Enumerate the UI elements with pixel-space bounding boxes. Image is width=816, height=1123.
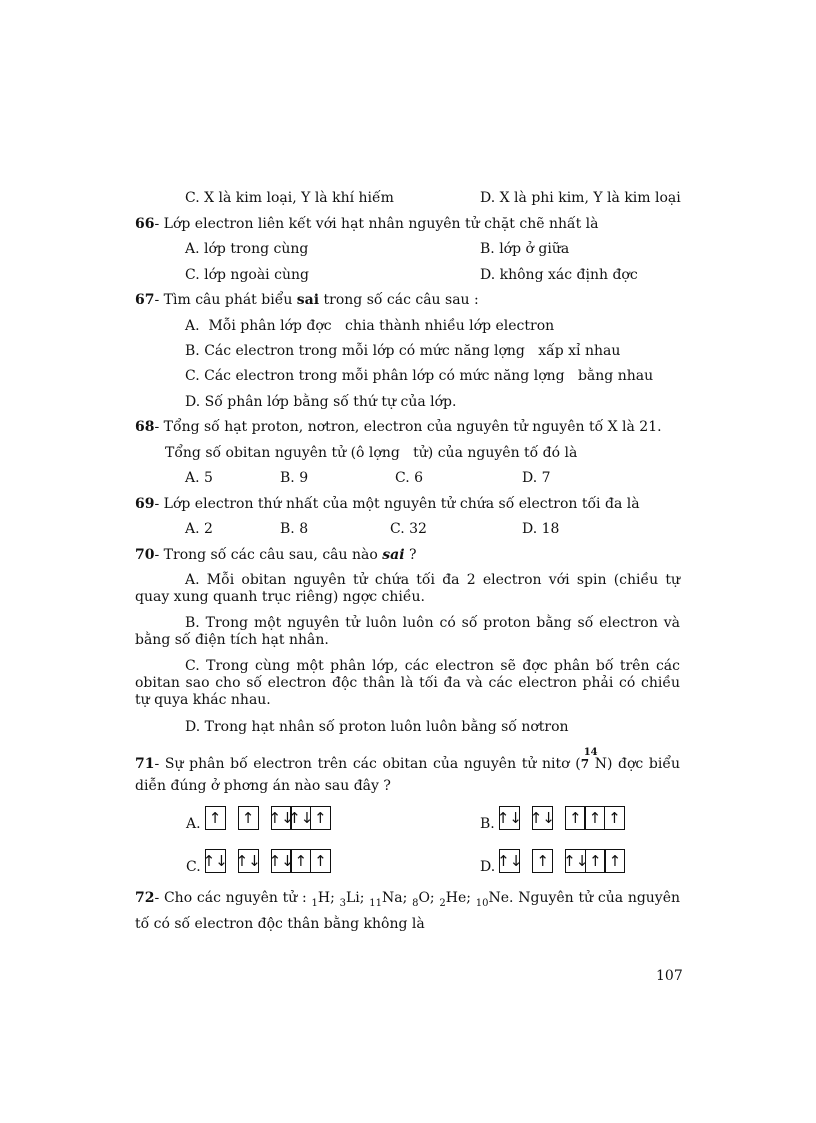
element-symbol: Na	[381, 890, 403, 906]
q68-option-c: C. 6	[395, 470, 424, 486]
q70-text-after: ?	[404, 547, 417, 563]
q72-text-end: . Nguyên tử của nguyên tố có số electron độc thân bằng không là	[135, 890, 681, 932]
orbital-group	[497, 849, 523, 873]
q65-option-c: C. X là kim loại, Y là khí hiếm	[185, 190, 394, 206]
orbital-group	[529, 806, 555, 830]
q67-text-after: trong số các câu sau :	[319, 292, 479, 308]
q66-option-c: C. lớp ngoài cùng	[185, 267, 309, 283]
q70-option-d-text: D. Trong hạt nhân số proton luôn luôn bằng số nơtron	[185, 719, 569, 735]
q70-option-c-text: C. Trong cùng một phân lớp, các electron sẽ đợc phân bố trên các obitan sao cho số electron độc thân là tối đa và các electron phải có chiều tự quya khác nhau.	[135, 658, 680, 708]
orbital-group	[235, 849, 261, 873]
atomic-number: 10	[475, 897, 489, 909]
q71-element-symbol: N	[594, 756, 607, 772]
q67-option-c: C. Các electron trong mỗi phân lớp có mức năng lợng bằng nhau	[185, 368, 654, 384]
q71-option-c	[186, 849, 343, 873]
q69-question	[135, 496, 640, 512]
q66-number: 66	[135, 216, 155, 232]
q71-atomic-number: 7	[580, 757, 590, 771]
q67-emphasis: sai	[296, 292, 320, 308]
q66-option-d: D. không xác định đợc	[480, 267, 638, 283]
q70-option-b-text: B. Trong một nguyên tử luôn luôn có số proton bằng số electron và bằng số điện tích hạt nhân.	[135, 615, 680, 648]
q69-option-b: B. 8	[280, 521, 309, 537]
q66-text: - Lớp electron liên kết với hạt nhân nguyên tử chặt chẽ nhất là	[154, 216, 599, 232]
orbital-group	[565, 849, 625, 873]
q69-number: 69	[135, 496, 155, 512]
q70-question	[135, 547, 416, 563]
atomic-number: 1	[311, 897, 318, 909]
q68-option-d: D. 7	[522, 470, 551, 486]
q70-text-before: - Trong số các câu sau, câu nào	[154, 547, 383, 563]
orbital-box: ↑↓	[532, 806, 553, 830]
q71-number: 71	[135, 756, 155, 772]
atomic-number: 8	[412, 897, 419, 909]
q67-text-before: - Tìm câu phát biểu	[154, 292, 297, 308]
orbital-group	[205, 806, 226, 830]
q70-emphasis: sai	[382, 547, 405, 563]
q69-option-a: A. 2	[185, 521, 213, 537]
q71-option-d-label: D.	[480, 859, 496, 875]
q67-option-b: B. Các electron trong mỗi lớp có mức năng lợng xấp xỉ nhau	[185, 343, 621, 359]
q70-option-a	[135, 572, 680, 606]
q72-atom	[475, 890, 510, 909]
q71-text-before: - Sự phân bố electron trên các obitan của nguyên tử nitơ (	[154, 756, 581, 772]
orbital-box: ↑↓	[499, 849, 520, 873]
orbital-box: ↑	[310, 806, 331, 830]
orbital-box: ↑	[310, 849, 331, 873]
q70-option-a-text: A. Mỗi obitan nguyên tử chứa tối đa 2 electron với spin (chiều tự quay xung quanh trục riêng) ngợc chiều.	[135, 572, 680, 605]
q72-question	[135, 888, 680, 934]
q72-atom	[439, 890, 467, 909]
orbital-group	[532, 849, 553, 873]
q71-nuclide-notation	[580, 747, 598, 775]
orbital-box: ↑	[290, 849, 311, 873]
orbital-box: ↑	[238, 806, 259, 830]
orbital-box: ↑	[532, 849, 553, 873]
orbital-box: ↑↓	[271, 849, 292, 873]
q70-number: 70	[135, 547, 155, 563]
q68-text: - Tổng số hạt proton, nơtron, electron của nguyên tử nguyên tố X là 21.	[154, 419, 662, 435]
orbital-box: ↑↓	[565, 849, 586, 873]
element-symbol: O	[418, 890, 430, 906]
q67-number: 67	[135, 292, 155, 308]
q71-question	[135, 747, 680, 797]
orbital-group	[268, 806, 331, 830]
q69-option-c: C. 32	[390, 521, 427, 537]
q71-option-c-label: C.	[186, 859, 201, 875]
q69-option-d: D. 18	[522, 521, 560, 537]
element-symbol: He	[445, 890, 467, 906]
orbital-group	[238, 806, 259, 830]
q72-atom	[339, 890, 360, 909]
q68-number: 68	[135, 419, 155, 435]
orbital-box: ↑↓	[238, 849, 259, 873]
q67-option-d: D. Số phân lớp bằng số thứ tự của lớp.	[185, 394, 457, 410]
q71-option-b-label: B.	[480, 816, 495, 832]
q71-text-after: ) đợc biểu diễn đúng ở phơng án nào sau đây ?	[135, 756, 680, 794]
q70-option-d	[135, 719, 680, 736]
orbital-box: ↑	[205, 806, 226, 830]
orbital-box: ↑↓	[290, 806, 311, 830]
orbital-box: ↑	[604, 806, 625, 830]
q71-option-a-label: A.	[186, 816, 201, 832]
orbital-box: ↑	[584, 806, 605, 830]
element-symbol: H	[317, 890, 331, 906]
q65-option-d: D. X là phi kim, Y là kim loại	[480, 190, 681, 206]
q66-option-b: B. lớp ở giữa	[480, 241, 570, 257]
atomic-number: 2	[439, 897, 446, 909]
orbital-box: ↑↓	[205, 849, 226, 873]
orbital-group	[202, 849, 228, 873]
q72-atom	[369, 890, 403, 909]
orbital-group	[565, 806, 625, 830]
orbital-box: ↑	[565, 806, 586, 830]
atomic-number: 3	[339, 897, 346, 909]
orbital-box: ↑	[604, 849, 625, 873]
q67-question	[135, 292, 479, 308]
q71-option-b	[480, 806, 637, 830]
q70-option-b	[135, 615, 680, 649]
q72-number: 72	[135, 890, 155, 906]
orbital-box: ↑↓	[499, 806, 520, 830]
q69-text: - Lớp electron thứ nhất của một nguyên tử chứa số electron tối đa là	[154, 496, 640, 512]
q71-option-a	[186, 806, 343, 830]
q66-question	[135, 216, 598, 232]
page-number: 107	[656, 968, 683, 984]
q68-option-b: B. 9	[280, 470, 309, 486]
q72-atom	[412, 890, 430, 909]
q68-text2: Tổng số obitan nguyên tử (ô lợng tử) của nguyên tố đó là	[165, 445, 578, 461]
element-symbol: Li	[345, 890, 360, 906]
orbital-box: ↑↓	[271, 806, 292, 830]
q67-option-a: A. Mỗi phân lớp đợc chia thành nhiều lớp electron	[185, 318, 555, 334]
orbital-box: ↑	[585, 849, 606, 873]
q66-option-a: A. lớp trong cùng	[185, 241, 309, 257]
element-symbol: Ne	[488, 890, 510, 906]
q71-mass-number: 14	[583, 747, 598, 758]
q72-atom	[311, 890, 331, 909]
q72-text-intro: - Cho các nguyên tử :	[154, 890, 312, 906]
orbital-group	[268, 849, 331, 873]
q68-question	[135, 419, 662, 435]
q68-option-a: A. 5	[185, 470, 213, 486]
q70-option-c	[135, 658, 680, 709]
orbital-group	[496, 806, 522, 830]
atomic-number: 11	[369, 897, 382, 909]
q72-atom-list: $_1$H; $_3$Li; $_{11}$Na; $_8$O; $_2$He; $_{10}$Ne	[311, 890, 510, 909]
q71-option-d	[480, 849, 637, 873]
